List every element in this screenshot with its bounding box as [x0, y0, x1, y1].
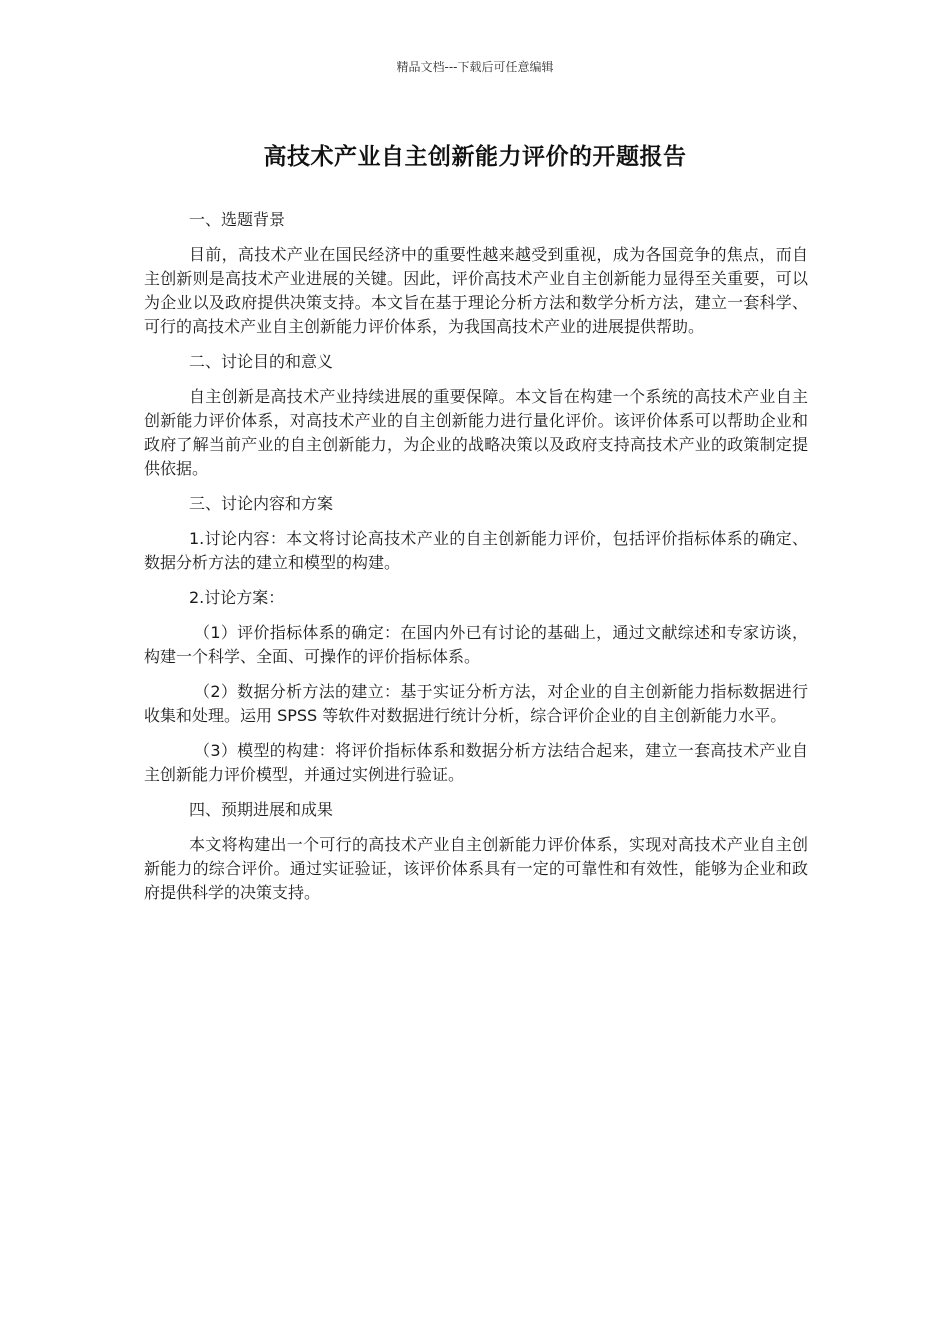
section-heading: 二、讨论目的和意义 [189, 352, 334, 371]
section-heading: 三、讨论内容和方案 [189, 494, 334, 513]
paragraph: 本文将构建出一个可行的高技术产业自主创新能力评价体系，实现对高技术产业自主创新能力的综合评价。通过实证验证，该评价体系具有一定的可靠性和有效性，能够为企业和政府提供科学的决策支持。 [144, 835, 808, 902]
document-header-note: 精品文档---下载后可任意编辑 [396, 60, 554, 74]
paragraph: 1.讨论内容：本文将讨论高技术产业的自主创新能力评价，包括评价指标体系的确定、数据分析方法的建立和模型的构建。 [144, 529, 808, 572]
section-purpose [144, 350, 808, 481]
section-heading: 四、预期进展和成果 [189, 800, 334, 819]
section-expected-results [144, 798, 808, 905]
section-heading: 一、选题背景 [189, 210, 286, 229]
paragraph: （2）数据分析方法的建立：基于实证分析方法，对企业的自主创新能力指标数据进行收集和处理。运用 SPSS 等软件对数据进行统计分析，综合评价企业的自主创新能力水平。 [144, 682, 808, 725]
document-title: 高技术产业自主创新能力评价的开题报告 [263, 144, 687, 170]
paragraph: 2.讨论方案： [189, 588, 285, 607]
document-body [144, 208, 808, 916]
paragraph: 目前，高技术产业在国民经济中的重要性越来越受到重视，成为各国竞争的焦点，而自主创新则是高技术产业进展的关键。因此，评价高技术产业自主创新能力显得至关重要，可以为企业以及政府提供决策支持。本文旨在基于理论分析方法和数学分析方法，建立一套科学、可行的高技术产业自主创新能力评价体系，为我国高技术产业的进展提供帮助。 [144, 245, 808, 336]
paragraph: 自主创新是高技术产业持续进展的重要保障。本文旨在构建一个系统的高技术产业自主创新能力评价体系，对高技术产业的自主创新能力进行量化评价。该评价体系可以帮助企业和政府了解当前产业的自主创新能力，为企业的战略决策以及政府支持高技术产业的政策制定提供依据。 [144, 387, 808, 478]
paragraph: （1）评价指标体系的确定：在国内外已有讨论的基础上，通过文献综述和专家访谈，构建一个科学、全面、可操作的评价指标体系。 [144, 623, 808, 666]
section-background [144, 208, 808, 339]
paragraph: （3）模型的构建：将评价指标体系和数据分析方法结合起来，建立一套高技术产业自主创新能力评价模型，并通过实例进行验证。 [144, 741, 808, 784]
section-content-plan [144, 492, 808, 787]
